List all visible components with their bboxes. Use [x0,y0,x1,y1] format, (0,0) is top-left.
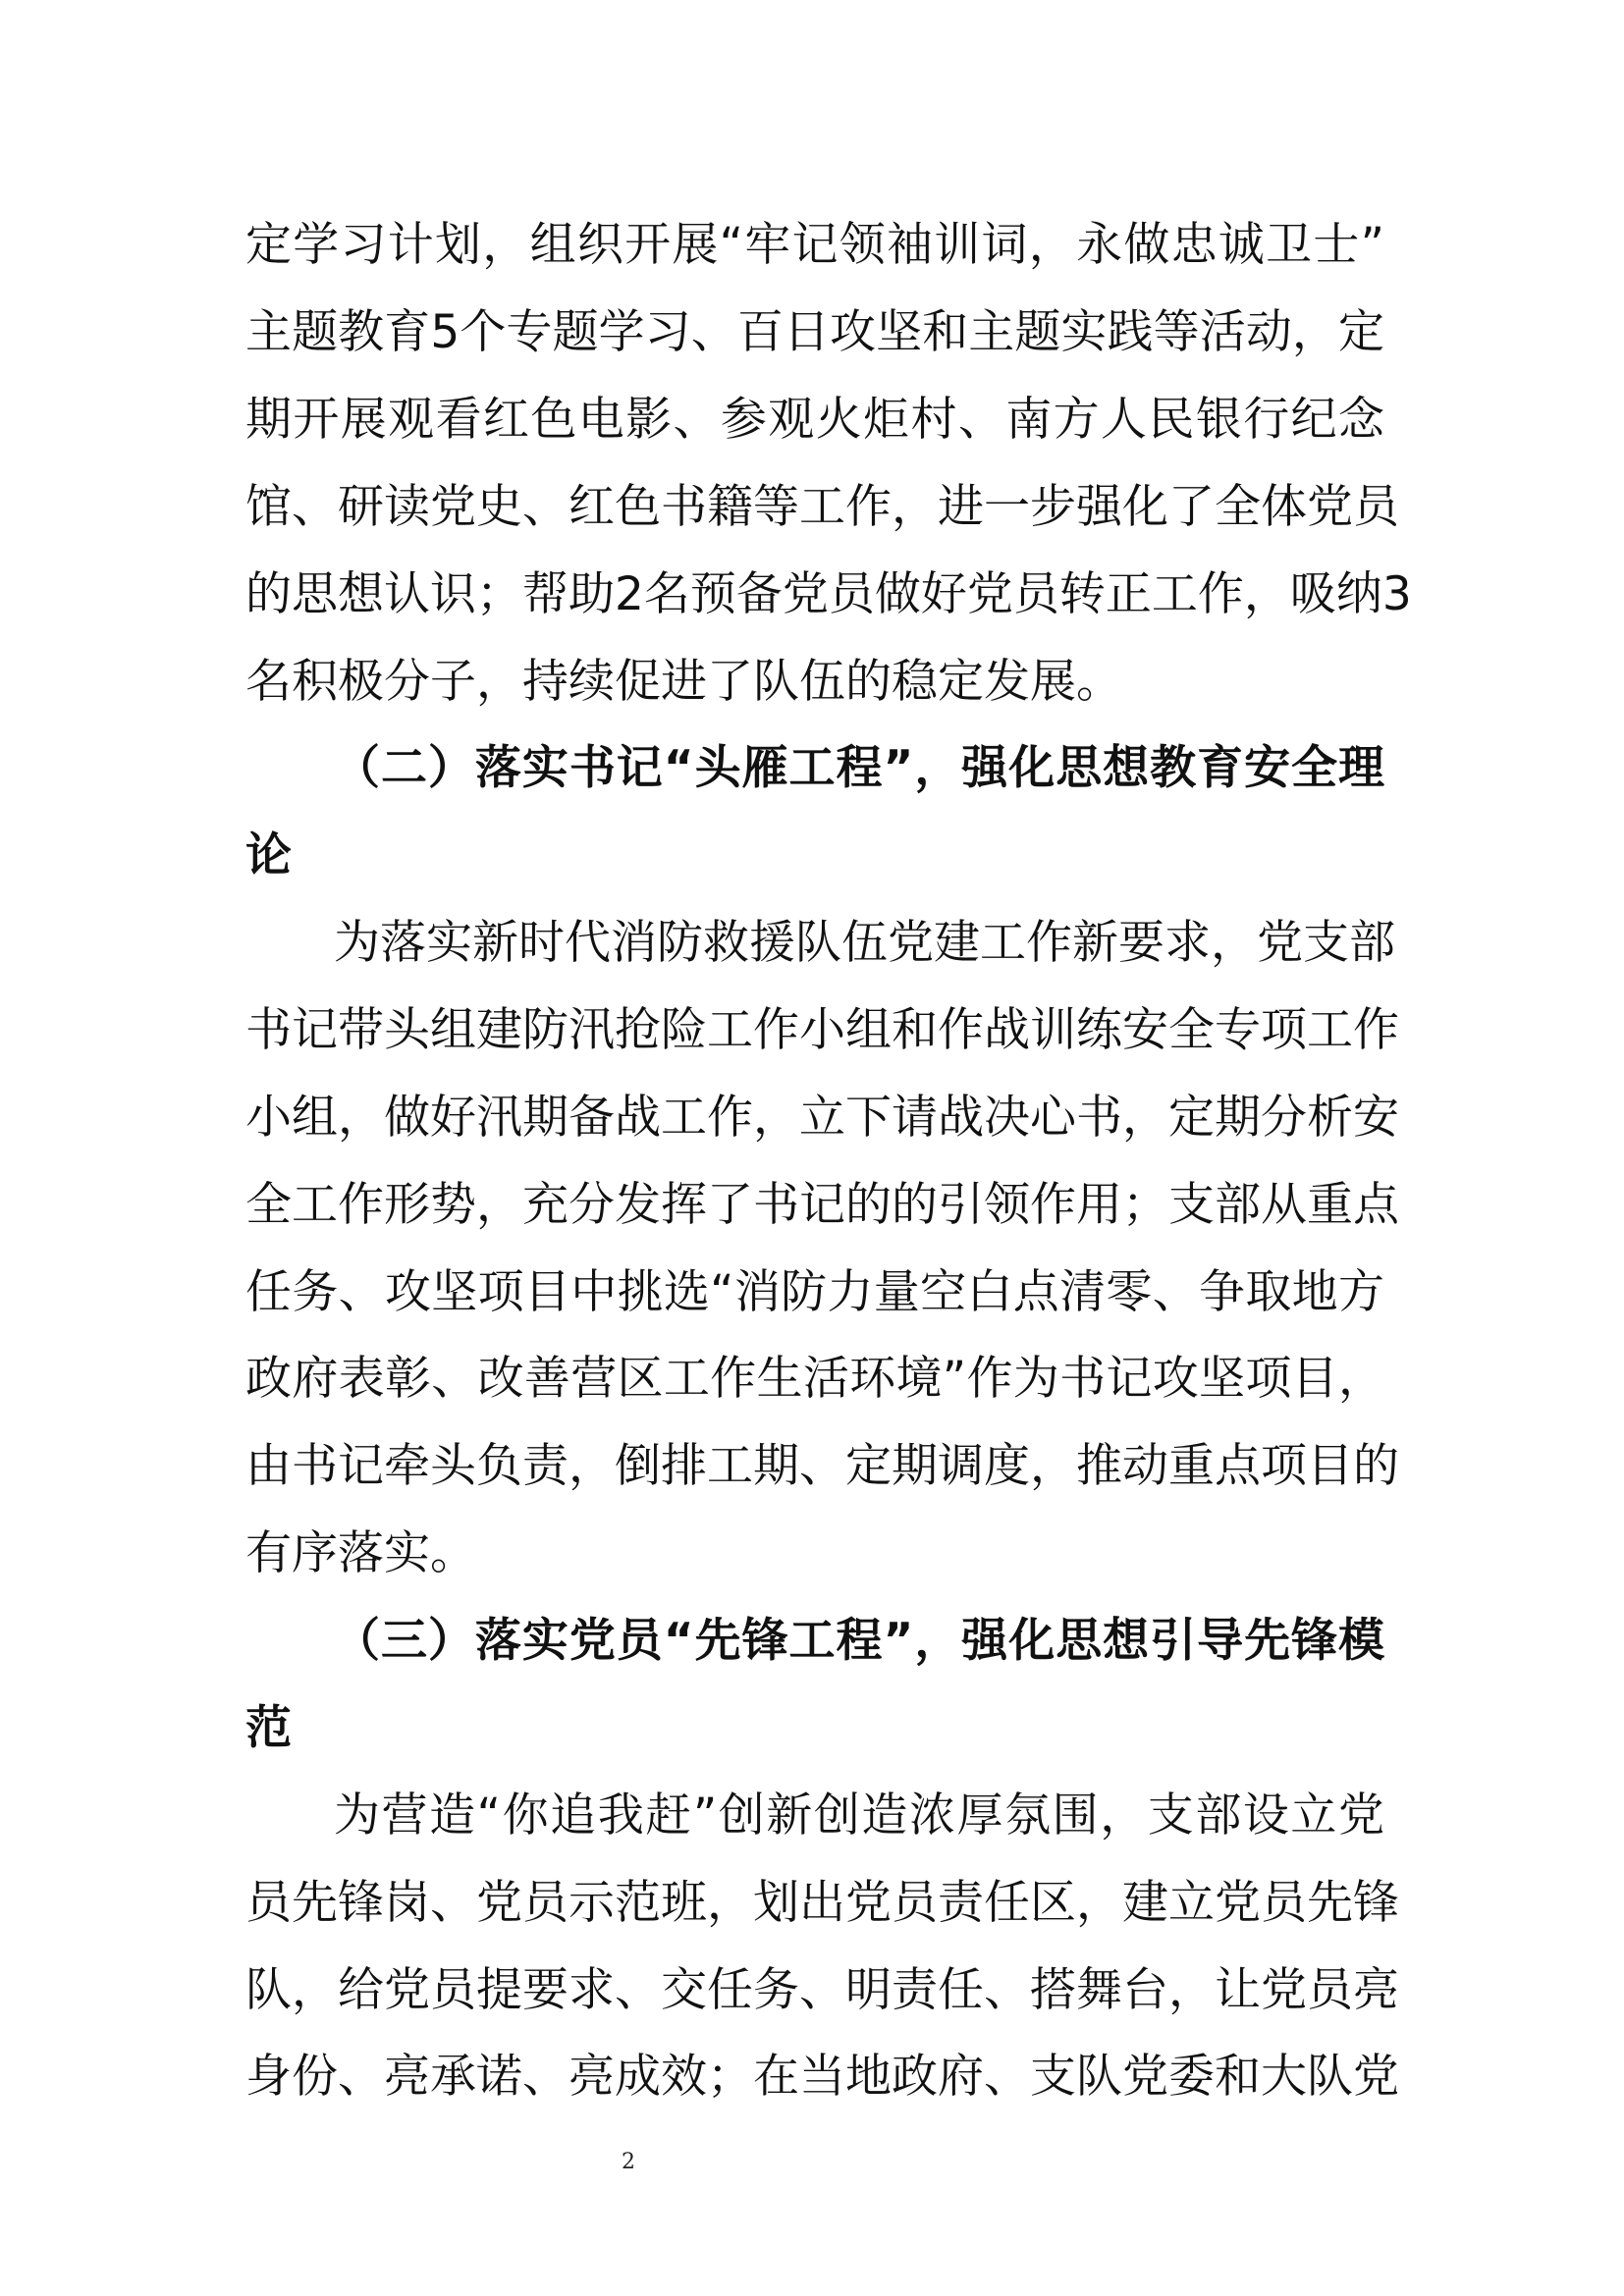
section-heading: 论 [245,828,292,882]
body-text-line: 员先锋岗、党员示范班，划出党员责任区，建立党员先锋 [245,1876,1399,1930]
body-text-line: 主题教育5个专题学习、百日攻坚和主题实践等活动，定 [245,305,1384,359]
body-text-line: 由书记牵头负责，倒排工期、定期调度，推动重点项目的 [245,1439,1399,1493]
body-text-line: 定学习计划，组织开展“牢记领袖训词，永做忠诚卫士” [245,218,1384,272]
body-text-line: 全工作形势，充分发挥了书记的的引领作用；支部从重点 [245,1178,1399,1232]
body-text-line: 期开展观看红色电影、参观火炬村、南方人民银行纪念 [245,393,1384,447]
body-text-line: 身份、亮承诺、亮成效；在当地政府、支队党委和大队党 [245,2050,1399,2104]
body-text-line: 有序落实。 [245,1526,476,1580]
body-text-line: 的思想认识；帮助2名预备党员做好党员转正工作，吸纳3 [245,567,1412,621]
page-number: 2 [622,2150,635,2174]
section-heading: 范 [245,1701,292,1755]
body-text-line: 小组，做好汛期备战工作，立下请战决心书，定期分析安 [245,1091,1399,1145]
body-text-line: 任务、攻坚项目中挑选“消防力量空白点清零、争取地方 [245,1265,1384,1319]
body-text-line: 为落实新时代消防救援队伍党建工作新要求，党支部 [334,916,1395,970]
body-text-line: 馆、研读党史、红色书籍等工作，进一步强化了全体党员 [245,480,1399,534]
section-heading: （三）落实党员“先锋工程”，强化思想引导先锋模 [334,1614,1384,1668]
body-text-line: 队，给党员提要求、交任务、明责任、搭舞台，让党员亮 [245,1963,1399,2017]
body-text-line: 名积极分子，持续促进了队伍的稳定发展。 [245,655,1122,709]
body-text-line: 为营造“你追我赶”创新创造浓厚氛围，支部设立党 [334,1789,1384,1842]
body-text-line: 政府表彰、改善营区工作生活环境”作为书记攻坚项目， [245,1352,1384,1406]
body-text-line: 书记带头组建防汛抢险工作小组和作战训练安全专项工作 [245,1003,1399,1057]
section-heading: （二）落实书记“头雁工程”，强化思想教育安全理 [334,741,1384,795]
